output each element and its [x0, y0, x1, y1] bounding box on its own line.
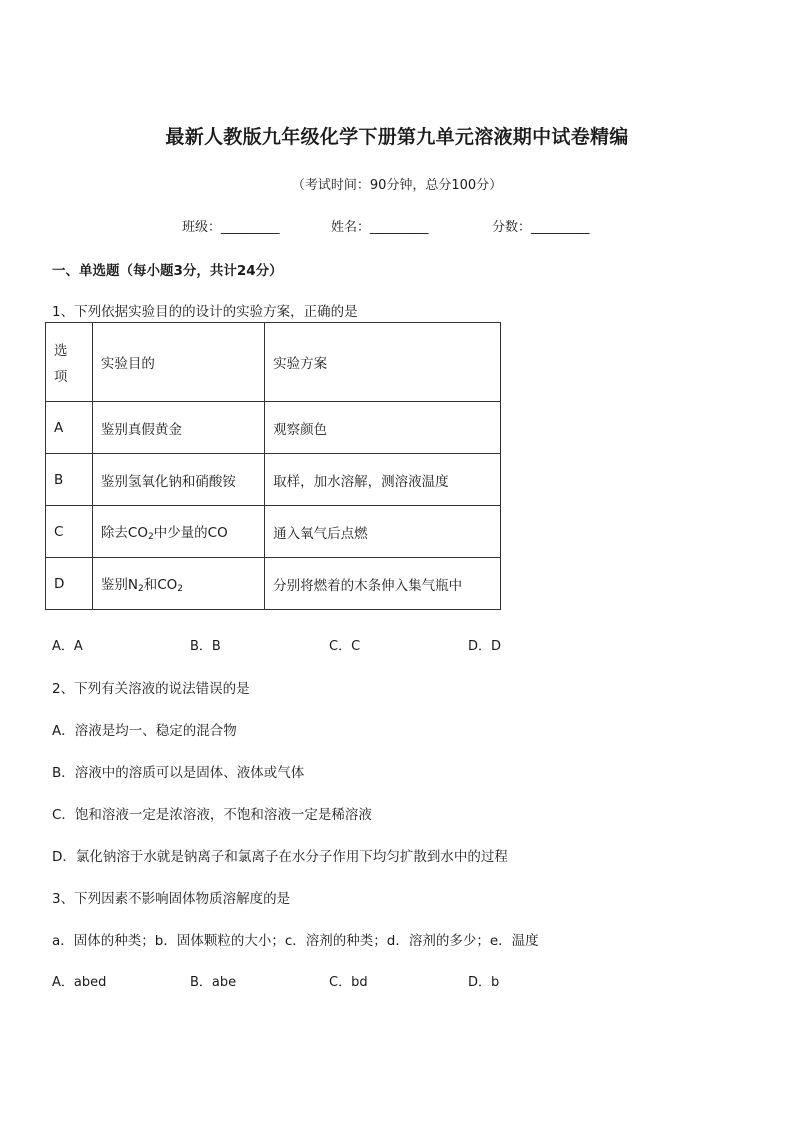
- question-1-option-a[interactable]: A．A: [52, 639, 83, 654]
- table-cell: 除去$CO_2$中少量的CO: [92, 506, 264, 558]
- question-2-option-d[interactable]: D．氯化钠溶于水就是钠离子和氯离子在水分子作用下均匀扩散到水中的过程: [52, 849, 508, 865]
- table-cell: 通入氧气后点燃: [265, 506, 501, 558]
- table-row: [46, 402, 501, 454]
- question-3-option-a[interactable]: A．abed: [52, 975, 107, 990]
- page-title: 最新人教版九年级化学下册第九单元溶液期中试卷精编: [165, 126, 629, 148]
- table-cell: 取样，加水溶解，测溶液温度: [265, 454, 501, 506]
- table-cell: 分别将燃着的木条伸入集气瓶中: [265, 558, 501, 610]
- exam-subtitle: （考试时间：90分钟，总分100分）: [291, 178, 503, 193]
- table-cell: D: [46, 558, 93, 610]
- table-cell: C: [46, 506, 93, 558]
- question-2-option-a[interactable]: A．溶液是均一、稳定的混合物: [52, 723, 237, 739]
- question-2-stem: 2、下列有关溶液的说法错误的是: [52, 681, 250, 697]
- table-cell: 观察颜色: [265, 402, 501, 454]
- question-1-option-c[interactable]: C．C: [329, 639, 361, 654]
- table-cell: 鉴别真假黄金: [92, 402, 264, 454]
- table-row: [46, 558, 501, 610]
- question-1-stem: 1、下列依据实验目的的设计的实验方案，正确的是: [52, 304, 358, 320]
- name-field[interactable]: 姓名：_________: [331, 220, 429, 235]
- table-cell: A: [46, 402, 93, 454]
- table-row: [46, 454, 501, 506]
- table-cell: 鉴别氢氧化钠和硝酸铵: [92, 454, 264, 506]
- class-field[interactable]: 班级：_________: [182, 220, 280, 235]
- question-1-option-b[interactable]: B．B: [190, 639, 221, 654]
- question-2-option-b[interactable]: B．溶液中的溶质可以是固体、液体或气体: [52, 765, 305, 781]
- table-row: [46, 506, 501, 558]
- score-field[interactable]: 分数：_________: [492, 220, 590, 235]
- table-cell: 鉴别$N_2$和$CO_2$: [92, 558, 264, 610]
- question-3-stem: 3、下列因素不影响固体物质溶解度的是: [52, 891, 291, 907]
- question-1-option-d[interactable]: D．D: [468, 639, 502, 654]
- table-cell: B: [46, 454, 93, 506]
- question-1-table: [45, 322, 501, 610]
- question-3-option-c[interactable]: C．bd: [329, 975, 368, 990]
- section-heading: 一、单选题（每小题3分，共计24分）: [52, 263, 283, 279]
- question-3-option-d[interactable]: D．b: [468, 975, 500, 990]
- question-3-factors: a．固体的种类；b．固体颗粒的大小；c．溶剂的种类；d．溶剂的多少；e．温度: [52, 933, 539, 949]
- table-row: [46, 323, 501, 402]
- table-header-cell: 选 项: [46, 323, 93, 402]
- question-2-option-c[interactable]: C．饱和溶液一定是浓溶液，不饱和溶液一定是稀溶液: [52, 807, 372, 823]
- table-header-cell: 实验方案: [265, 323, 501, 402]
- question-3-option-b[interactable]: B．abe: [190, 975, 237, 990]
- table-header-cell: 实验目的: [92, 323, 264, 402]
